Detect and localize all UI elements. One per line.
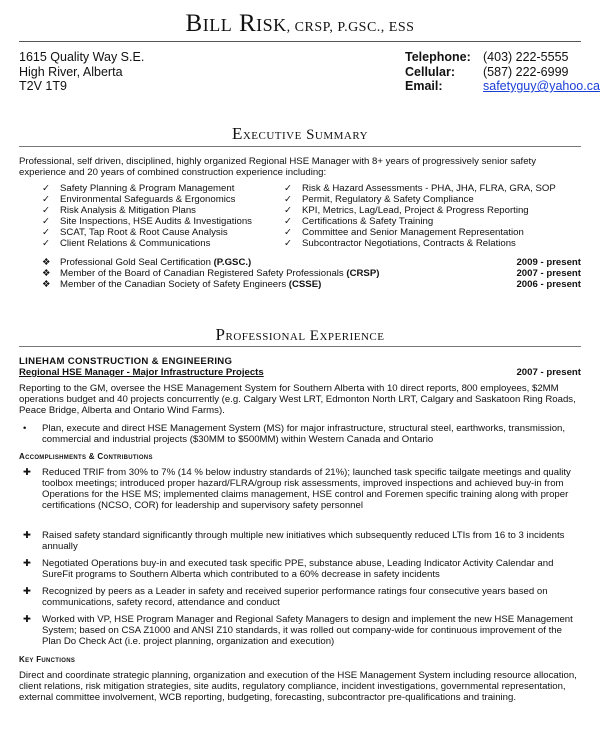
role-description: Reporting to the GM, oversee the HSE Management System for Southern Alberta with 10 direct reports, 800 employees, $2MM operations budget and 40 projects concurrently (e.g. Calgary West LRT, Edmonton North LRT, Calgary and Saskatoon Ring Roads, Peace Bridge, Alberta and Ontario Wind Farms). xyxy=(19,383,576,416)
candidate-name xyxy=(0,10,600,38)
check-icon: ✓ xyxy=(42,227,51,238)
address-line: High River, Alberta xyxy=(19,64,123,79)
check-icon: ✓ xyxy=(284,238,293,249)
diamond-icon: ❖ xyxy=(42,279,51,290)
check-icon: ✓ xyxy=(42,205,51,216)
address-line: 1615 Quality Way S.E. xyxy=(19,50,145,64)
skill-item: ✓ Environmental Safeguards & Ergonomics xyxy=(42,194,236,205)
telephone-value: (403) 222-5555 xyxy=(483,50,569,64)
accomplishment-item: ✚ Reduced TRIF from 30% to 7% (14 % below industry standards of 21%); launched task specific tailgate meetings and quality toolbox meetings; introduced proper hazard/FLRA/group risk assessments, improved inspections and achieved buy-in from Operations for the HSE MS; implemented claims management, HSE control and Foremen specific training along with proper certifications (NCSO, COR) for leadership and supervisory safety personnel xyxy=(23,467,571,511)
skill-item: ✓ KPI, Metrics, Lag/Lead, Project & Progress Reporting xyxy=(284,205,529,216)
cellular-row xyxy=(405,65,600,80)
plus-icon: ✚ xyxy=(23,558,32,569)
check-icon: ✓ xyxy=(284,205,293,216)
experience-divider xyxy=(19,346,581,347)
accomplishments-heading: Accomplishments & Contributions xyxy=(19,452,153,461)
summary-intro: Professional, self driven, disciplined, highly organized Regional HSE Manager with 8+ years of progressively senior safety experience and 20 years of combined construction experience including: xyxy=(19,156,536,178)
skill-item: ✓ SCAT, Tap Root & Root Cause Analysis xyxy=(42,227,228,238)
skill-item: ✓ Subcontractor Negotiations, Contracts & Relations xyxy=(284,238,516,249)
diamond-icon: ❖ xyxy=(42,257,51,268)
summary-divider xyxy=(19,146,581,147)
skills-right-column xyxy=(284,183,556,249)
check-icon: ✓ xyxy=(284,216,293,227)
accomplishment-item: ✚ Raised safety standard significantly through multiple new initiatives which subsequently reduced LTIs from 16 to 3 incidents annually xyxy=(23,530,565,552)
skill-item: ✓ Risk & Hazard Assessments - PHA, JHA, FLRA, GRA, SOP xyxy=(284,183,556,194)
skill-item: ✓ Site Inspections, HSE Audits & Investigations xyxy=(42,216,252,227)
skills-left-column xyxy=(42,183,252,249)
key-functions-heading: Key Functions xyxy=(19,655,76,664)
email-label: Email: xyxy=(405,79,443,93)
cert-years: 2007 - present xyxy=(516,268,581,279)
bullet-dot-icon: • xyxy=(23,423,27,434)
check-icon: ✓ xyxy=(42,194,51,205)
skill-item: ✓ Permit, Regulatory & Safety Compliance xyxy=(284,194,474,205)
check-icon: ✓ xyxy=(284,194,293,205)
skill-item: ✓ Risk Analysis & Mitigation Plans xyxy=(42,205,196,216)
skill-item: ✓ Certifications & Safety Training xyxy=(284,216,434,227)
plus-icon: ✚ xyxy=(23,586,32,597)
plus-icon: ✚ xyxy=(23,614,32,625)
accomplishment-item: ✚ Recognized by peers as a Leader in safety and received superior performance ratings four consecutive years based on communications, safety record, attendance and conduct xyxy=(23,586,548,608)
telephone-label: Telephone: xyxy=(405,50,471,64)
cellular-label: Cellular: xyxy=(405,64,456,79)
cert-row: ❖ Professional Gold Seal Certification (P.GSC.) 2009 - present xyxy=(42,257,581,268)
cert-years: 2006 - present xyxy=(516,279,581,290)
summary-heading: Executive Summary xyxy=(231,124,369,143)
plus-icon: ✚ xyxy=(23,530,32,541)
accomplishment-item: ✚ Worked with VP, HSE Program Manager and Regional Safety Managers to design and implement the new HSE Management System; based on CSA Z1000 and ANSI Z10 standards, it was rolled out company-wide for continuous improvement of the Plan Do Check Act (i.e. project planning, organization and execution) xyxy=(23,614,573,647)
cert-row: ❖ Member of the Canadian Society of Safety Engineers (CSSE) 2006 - present xyxy=(42,279,581,290)
check-icon: ✓ xyxy=(284,227,293,238)
cellular-value: (587) 222-6999 xyxy=(483,64,569,79)
address-block xyxy=(19,50,144,94)
check-icon: ✓ xyxy=(42,216,51,227)
check-icon: ✓ xyxy=(284,183,293,194)
telephone-row xyxy=(405,50,600,65)
skill-item: ✓ Client Relations & Communications xyxy=(42,238,211,249)
credentials-text: , CRSP, P.GSC., ESS xyxy=(286,20,415,35)
key-functions-text: Direct and coordinate strategic planning, organization and execution of the HSE Management System including resource allocation, client relations, risk mitigation strategies, site audits, regulatory compliance, incident investigations, governmental representation, external committee involvement, WCB reporting, budgeting, forecasting, subcontractor pre-qualifications and training. xyxy=(19,670,577,703)
name-text: Bill Risk xyxy=(185,10,287,37)
skill-item: ✓ Committee and Senior Management Representation xyxy=(284,227,524,238)
accomplishment-item: ✚ Negotiated Operations buy-in and executed task specific PPE, substance abuse, Leading Indicator Activity Calendar and SureFit programs to Southern Alberta which contributed to a 60% decrease in safety incidents xyxy=(23,558,554,580)
role-years: 2007 - present xyxy=(516,367,581,378)
company-name: LINEHAM CONSTRUCTION & ENGINEERING xyxy=(19,356,233,367)
plus-icon: ✚ xyxy=(23,467,32,478)
email-row xyxy=(405,79,600,94)
contact-block xyxy=(405,50,600,94)
role-title: Regional HSE Manager - Major Infrastructure Projects xyxy=(19,367,264,378)
check-icon: ✓ xyxy=(42,238,51,249)
check-icon: ✓ xyxy=(42,183,51,194)
header-divider xyxy=(19,41,581,42)
role-row xyxy=(19,367,581,378)
address-line: T2V 1T9 xyxy=(19,79,67,93)
cert-years: 2009 - present xyxy=(516,257,581,268)
experience-heading: Professional Experience xyxy=(215,325,385,344)
diamond-icon: ❖ xyxy=(42,268,51,279)
email-link[interactable]: safetyguy@yahoo.ca xyxy=(483,79,600,93)
skill-item: ✓ Safety Planning & Program Management xyxy=(42,183,235,194)
responsibility-bullet: • Plan, execute and direct HSE Management System (MS) for major infrastructure, structural steel, earthworks, transmission, commercial and industrial projects ($30MM to $500MM) within Western Canada and Ontario xyxy=(23,423,566,445)
cert-row: ❖ Member of the Board of Canadian Registered Safety Professionals (CRSP) 2007 - present xyxy=(42,268,581,279)
